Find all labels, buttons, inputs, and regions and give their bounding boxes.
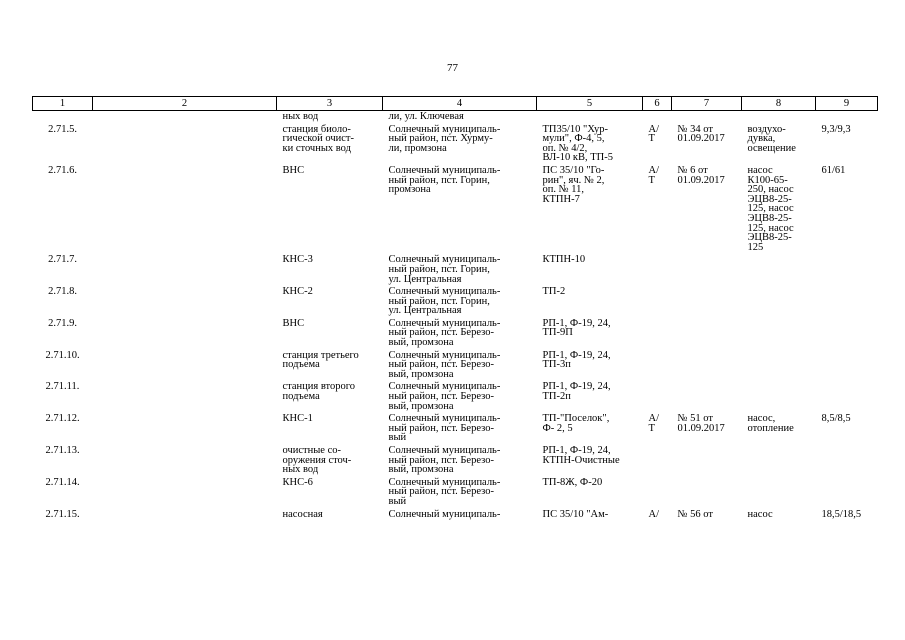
table-row: [33, 124, 878, 165]
cell-id: 2.71.9.: [48, 317, 77, 329]
text-line: ТП35/10 "Хур-: [542, 123, 608, 135]
cell-power: 61/61: [821, 164, 846, 176]
cell-id: 2.71.10.: [45, 349, 80, 361]
text-line: ный район, пст. Горин,: [388, 263, 490, 275]
text-line: РП-1, Ф-19, 24,: [542, 445, 611, 456]
text-line: Солнечный муниципаль-: [388, 254, 501, 266]
cell-address: [383, 381, 537, 413]
cell-name: [277, 445, 383, 477]
cell-power: 8,5/8,5: [821, 413, 851, 425]
cell-address: [383, 445, 537, 477]
text-line: Солнечный муниципаль-: [388, 445, 501, 456]
cell-document: [672, 413, 742, 445]
text-line: КТПН-10: [542, 254, 586, 266]
header-cell-2: 2: [93, 97, 277, 111]
text-line: Солнечный муниципаль-: [388, 413, 501, 425]
text-line: Солнечный муниципаль-: [388, 286, 501, 298]
cell-address: [383, 254, 537, 286]
cell-document: [672, 254, 742, 286]
text-line: 125, насос: [747, 203, 794, 215]
text-line: А/: [648, 123, 659, 135]
text-line: ных вод: [282, 111, 319, 122]
cell-power: [816, 477, 878, 509]
header-cell-3: 3: [277, 97, 383, 111]
cell-category: [643, 509, 672, 522]
text-line: ПС 35/10 "Ам-: [542, 508, 609, 520]
text-line: оп. № 11,: [542, 184, 584, 196]
cell-category: [643, 350, 672, 382]
text-line: насос: [747, 508, 773, 520]
cell-name: [277, 286, 383, 318]
cell-blank: [93, 413, 277, 445]
text-line: ный район, пст. Березо-: [388, 454, 494, 466]
cell-usage: [742, 111, 816, 124]
cell-name: [277, 350, 383, 382]
cell-id: 2.71.12.: [45, 413, 80, 425]
cell-blank: [93, 445, 277, 477]
cell-source: [537, 381, 643, 413]
cell-source: [537, 350, 643, 382]
cell-power: 18,5/18,5: [821, 508, 862, 520]
text-line: ный район, пст. Горин,: [388, 174, 490, 186]
text-line: воздухо-: [747, 123, 786, 135]
text-line: № 6 от: [677, 164, 708, 176]
cell-category: [643, 124, 672, 165]
text-line: Солнечный муниципаль-: [388, 349, 501, 361]
cell-blank: [93, 165, 277, 254]
cell-usage: [742, 165, 816, 254]
cell-address: [383, 350, 537, 382]
text-line: ул. Центральная: [388, 273, 462, 285]
text-line: КНС-6: [282, 476, 313, 488]
text-line: ный район, пст. Березо-: [388, 359, 494, 371]
text-line: РП-1, Ф-19, 24,: [542, 381, 611, 393]
header-row: [33, 97, 878, 111]
text-line: ный район, пст. Горин,: [388, 295, 490, 307]
cell-document: [672, 286, 742, 318]
cell-document: [672, 111, 742, 124]
text-line: КТПН-Очистные: [542, 454, 620, 466]
text-line: вый: [388, 432, 407, 444]
text-line: ный район, пст. Березо-: [388, 486, 494, 498]
cell-address: [383, 509, 537, 522]
text-line: очистные со-: [282, 445, 341, 456]
table-row: [33, 286, 878, 318]
cell-usage: [742, 350, 816, 382]
text-line: 01.09.2017: [677, 422, 725, 434]
cell-name: [277, 165, 383, 254]
page-number: 77: [447, 62, 458, 74]
text-line: 125: [747, 241, 764, 253]
cell-power: [816, 445, 878, 477]
text-line: ных вод: [282, 464, 319, 476]
text-line: насос,: [747, 413, 776, 425]
text-line: Солнечный муниципаль-: [388, 164, 501, 176]
cell-address: [383, 318, 537, 350]
cell-name: [277, 413, 383, 445]
text-line: Т: [648, 133, 655, 145]
text-line: подъема: [282, 359, 320, 371]
cell-category: [643, 286, 672, 318]
table-row: [33, 165, 878, 254]
text-line: рин", яч. № 2,: [542, 174, 605, 186]
text-line: ул. Центральная: [388, 305, 462, 317]
cell-document: [672, 477, 742, 509]
text-line: промзона: [388, 184, 431, 196]
cell-id: [33, 111, 93, 124]
cell-power: [816, 286, 878, 318]
cell-name: [277, 124, 383, 165]
cell-category: [643, 381, 672, 413]
cell-source: [537, 111, 643, 124]
cell-source: [537, 509, 643, 522]
text-line: ТП-3п: [542, 359, 571, 371]
text-line: А/: [648, 508, 659, 520]
cell-id: 2.71.14.: [45, 476, 80, 488]
cell-usage: [742, 509, 816, 522]
cell-power: [816, 350, 878, 382]
text-line: гической очист-: [282, 133, 354, 145]
text-line: 01.09.2017: [677, 174, 725, 186]
text-line: ТП-2п: [542, 391, 571, 403]
text-line: вый: [388, 495, 407, 507]
cell-blank: [93, 477, 277, 509]
cell-power: [816, 111, 878, 124]
header-cell-6: 6: [643, 97, 672, 111]
cell-blank: [93, 254, 277, 286]
text-line: Т: [648, 174, 655, 186]
cell-name: [277, 111, 383, 124]
cell-blank: [93, 124, 277, 165]
cell-document: [672, 445, 742, 477]
text-line: № 56 от: [677, 508, 713, 520]
cell-usage: [742, 254, 816, 286]
text-line: подъема: [282, 391, 320, 403]
text-line: ТП-8Ж, Ф-20: [542, 476, 603, 488]
text-line: ВЛ-10 кВ, ТП-5: [542, 152, 613, 164]
text-line: оп. № 4/2,: [542, 142, 588, 154]
text-line: Ф- 2, 5: [542, 422, 573, 434]
table-row: [33, 350, 878, 382]
text-line: станция второго: [282, 381, 356, 393]
cell-usage: [742, 413, 816, 445]
cell-category: [643, 165, 672, 254]
text-line: КНС-3: [282, 254, 313, 266]
text-line: освещение: [747, 142, 796, 154]
text-line: Солнечный муниципаль-: [388, 123, 501, 135]
header-cell-8: 8: [742, 97, 816, 111]
text-line: отопление: [747, 422, 794, 434]
cell-blank: [93, 350, 277, 382]
cell-source: [537, 254, 643, 286]
text-line: ЭЦВ8-25-: [747, 232, 792, 244]
cell-power: [816, 381, 878, 413]
text-line: КТПН-7: [542, 193, 580, 205]
text-line: насос: [747, 164, 773, 176]
text-line: ный район, пст. Березо-: [388, 422, 494, 434]
cell-address: [383, 413, 537, 445]
text-line: ки сточных вод: [282, 142, 351, 154]
text-line: ТП-"Поселок",: [542, 413, 610, 425]
cell-power: [816, 318, 878, 350]
cell-usage: [742, 477, 816, 509]
table-row: [33, 445, 878, 477]
cell-id: 2.71.6.: [48, 164, 77, 176]
data-table: [32, 96, 878, 521]
text-line: мули", Ф-4, 5,: [542, 133, 605, 145]
cell-id: 2.71.13.: [45, 445, 80, 456]
cell-document: [672, 318, 742, 350]
cell-document: [672, 350, 742, 382]
text-line: КНС-1: [282, 413, 313, 425]
cell-id: 2.71.5.: [48, 123, 77, 135]
cell-usage: [742, 286, 816, 318]
table-row: [33, 477, 878, 509]
text-line: вый, промзона: [388, 368, 454, 380]
cell-address: [383, 477, 537, 509]
text-line: ный район, пст. Хурму-: [388, 133, 493, 145]
text-line: оружения сточ-: [282, 454, 352, 466]
cell-category: [643, 477, 672, 509]
cell-power: [816, 254, 878, 286]
cell-blank: [93, 381, 277, 413]
cell-name: [277, 477, 383, 509]
table-row: [33, 509, 878, 522]
text-line: № 34 от: [677, 123, 713, 135]
text-line: КНС-2: [282, 286, 313, 298]
text-line: ный район, пст. Березо-: [388, 391, 494, 403]
table-row: [33, 413, 878, 445]
cell-category: [643, 445, 672, 477]
text-line: ЭЦВ8-25-: [747, 212, 792, 224]
cell-source: [537, 165, 643, 254]
cell-id: 2.71.11.: [45, 381, 80, 393]
text-line: РП-1, Ф-19, 24,: [542, 349, 611, 361]
text-line: станция биоло-: [282, 123, 351, 135]
cell-name: [277, 381, 383, 413]
cell-document: [672, 165, 742, 254]
cell-category: [643, 111, 672, 124]
text-line: вый, промзона: [388, 464, 454, 476]
header-cell-5: 5: [537, 97, 643, 111]
text-line: ВНС: [282, 164, 305, 176]
cell-blank: [93, 318, 277, 350]
text-line: Солнечный муниципаль-: [388, 508, 501, 520]
table-row: [33, 318, 878, 350]
cell-address: [383, 111, 537, 124]
text-line: Т: [648, 422, 655, 434]
text-line: ли, промзона: [388, 142, 447, 154]
cell-address: [383, 165, 537, 254]
cell-name: [277, 254, 383, 286]
text-line: дувка,: [747, 133, 776, 145]
table-body: [33, 111, 878, 522]
text-line: А/: [648, 413, 659, 425]
cell-blank: [93, 286, 277, 318]
text-line: ли, ул. Ключевая: [388, 111, 464, 122]
text-line: Солнечный муниципаль-: [388, 317, 501, 329]
text-line: ТП-9П: [542, 327, 573, 339]
cell-category: [643, 254, 672, 286]
cell-document: [672, 509, 742, 522]
cell-power: 9,3/9,3: [821, 123, 851, 135]
text-line: ВНС: [282, 317, 305, 329]
text-line: К100-65-: [747, 174, 788, 186]
cell-document: [672, 124, 742, 165]
text-line: 125, насос: [747, 222, 794, 234]
cell-source: [537, 318, 643, 350]
text-line: РП-1, Ф-19, 24,: [542, 317, 611, 329]
cell-id: 2.71.7.: [48, 254, 77, 266]
table-row: [33, 381, 878, 413]
text-line: ТП-2: [542, 286, 566, 298]
cell-usage: [742, 318, 816, 350]
cell-source: [537, 445, 643, 477]
cell-usage: [742, 381, 816, 413]
cell-source: [537, 124, 643, 165]
text-line: ЭЦВ8-25-: [747, 193, 792, 205]
cell-document: [672, 381, 742, 413]
text-line: Солнечный муниципаль-: [388, 476, 501, 488]
text-line: ПС 35/10 "Го-: [542, 164, 605, 176]
text-line: ный район, пст. Березо-: [388, 327, 494, 339]
text-line: вый, промзона: [388, 400, 454, 412]
cell-usage: [742, 124, 816, 165]
cell-category: [643, 413, 672, 445]
text-line: Солнечный муниципаль-: [388, 381, 501, 393]
cell-blank: [93, 111, 277, 124]
continuation-row: [33, 111, 878, 124]
text-line: А/: [648, 164, 659, 176]
cell-id: 2.71.15.: [45, 508, 80, 520]
header-cell-9: 9: [816, 97, 878, 111]
text-line: насосная: [282, 508, 323, 520]
cell-name: [277, 318, 383, 350]
cell-category: [643, 318, 672, 350]
cell-address: [383, 286, 537, 318]
text-line: станция третьего: [282, 349, 359, 361]
cell-blank: [93, 509, 277, 522]
cell-id: 2.71.8.: [48, 286, 77, 298]
table-row: [33, 254, 878, 286]
header-cell-1: 1: [33, 97, 93, 111]
cell-source: [537, 286, 643, 318]
text-line: вый, промзона: [388, 337, 454, 349]
text-line: № 51 от: [677, 413, 713, 425]
cell-source: [537, 413, 643, 445]
text-line: 01.09.2017: [677, 133, 725, 145]
cell-address: [383, 124, 537, 165]
cell-source: [537, 477, 643, 509]
cell-name: [277, 509, 383, 522]
header-cell-4: 4: [383, 97, 537, 111]
text-line: 250, насос: [747, 184, 794, 196]
cell-usage: [742, 445, 816, 477]
header-cell-7: 7: [672, 97, 742, 111]
